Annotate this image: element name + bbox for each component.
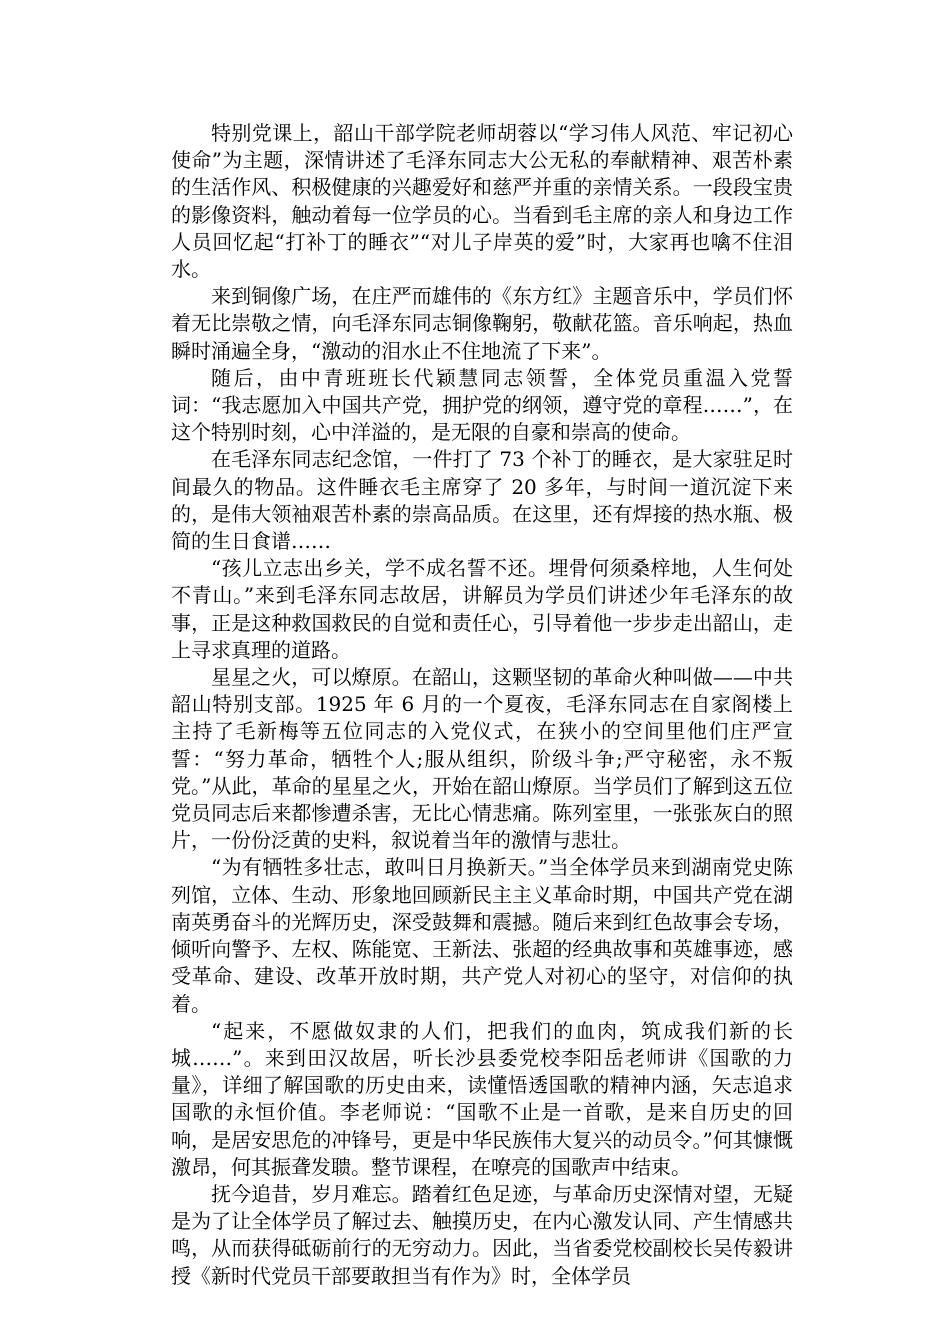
paragraph-reflection: 抚今追昔，岁月难忘。踏着红色足迹，与革命历史深情对望，无疑是为了让全体学员了解过去、触摸历史，在内心激发认同、产生情感共鸣，从而获得砥砺前行的无穷动力。因此，当省委党校副校长吴传毅讲授《新时代党员干部要敢担当有作为》时，全体学员 bbox=[171, 1181, 793, 1288]
paragraph-shaoshan-branch: 星星之火，可以燎原。在韶山，这颗坚韧的革命火种叫做——中共韶山特别支部。1925 年 6 月的一个夏夜，毛泽东同志在自家阁楼上主持了毛新梅等五位同志的入党仪式，在狭小的空间里他们庄严宣誓：“努力革命，牺牲个人;服从组织，阶级斗争;严守秘密，永不叛党。”从此，革命的星星之火，开始在韶山燎原。当学员们了解到这五位党员同志后来都惨遭杀害，无比心情悲痛。陈列室里，一张张灰白的照片，一份份泛黄的史料，叙说着当年的激情与悲壮。 bbox=[171, 665, 793, 853]
paragraph-party-oath: 随后，由中青班班长代颖慧同志领誓，全体党员重温入党誓词：“我志愿加入中国共产党，拥护党的纲领，遵守党的章程……”，在这个特别时刻，心中洋溢的，是无限的自豪和崇高的使命。 bbox=[171, 365, 793, 445]
paragraph-memorial-hall: 在毛泽东同志纪念馆，一件打了 73 个补丁的睡衣，是大家驻足时间最久的物品。这件睡衣毛主席穿了 20 多年，与时间一道沉淀下来的，是伟大领袖艰苦朴素的崇高品质。在这里，还有焊接的热水瓶、极简的生日食谱…… bbox=[171, 447, 793, 554]
paragraph-national-anthem: “起来，不愿做奴隶的人们，把我们的血肉，筑成我们新的长城……”。来到田汉故居，听长沙县委党校李阳岳老师讲《国歌的力量》，详细了解国歌的历史由来，读懂悟透国歌的精神内涵，矢志追求国歌的永恒价值。李老师说：“国歌不止是一首歌，是来自历史的回响，是居安思危的冲锋号，更是中华民族伟大复兴的动员令。”何其慷慨激昂，何其振聋发聩。整节课程，在嘹亮的国歌声中结束。 bbox=[171, 1018, 793, 1179]
paragraph-special-party-class: 特别党课上，韶山干部学院老师胡蓉以“学习伟人风范、牢记初心使命”为主题，深情讲述了毛泽东同志大公无私的奉献精神、艰苦朴素的生活作风、积极健康的兴趣爱好和慈严并重的亲情关系。一段段宝贵的影像资料，触动着每一位学员的心。当看到毛主席的亲人和身边工作人员回忆起“打补丁的睡衣”“对儿子岸英的爱”时，大家再也噙不住泪水。 bbox=[171, 121, 793, 282]
paragraph-former-residence: “孩儿立志出乡关，学不成名誓不还。埋骨何须桑梓地，人生何处不青山。”来到毛泽东同志故居，讲解员为学员们讲述少年毛泽东的故事，正是这种救国救民的自觉和责任心，引导着他一步步走出韶山，走上寻求真理的道路。 bbox=[171, 556, 793, 662]
paragraph-hunan-party-history: “为有牺牲多壮志，敢叫日月换新天。”当全体学员来到湖南党史陈列馆，立体、生动、形象地回顾新民主主义革命时期，中国共产党在湖南英勇奋斗的光辉历史，深受鼓舞和震撼。随后来到红色故事会专场，倾听向警予、左权、陈能宽、王新法、张超的经典故事和英雄事迹，感受革命、建设、改革开放时期，共产党人对初心的坚守，对信仰的执着。 bbox=[171, 855, 793, 1016]
article-body bbox=[171, 120, 793, 1290]
paragraph-bronze-statue-square: 来到铜像广场，在庄严而雄伟的《东方红》主题音乐中，学员们怀着无比崇敬之情，向毛泽东同志铜像鞠躬，敬献花篮。音乐响起，热血瞬时涌遍全身，“激动的泪水止不住地流了下来”。 bbox=[171, 284, 793, 363]
